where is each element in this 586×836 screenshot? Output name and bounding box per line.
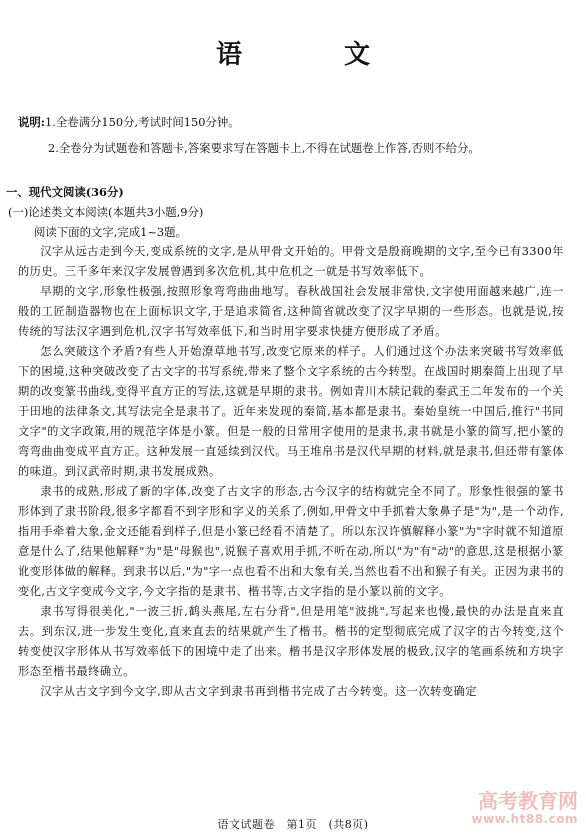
note-text-1: 1.全卷满分150分,考试时间150分钟。 <box>45 115 240 129</box>
page-footer: 语文试题卷 第1页 (共8页) <box>217 818 369 831</box>
note-line-2: 2.全卷分为试题卷和答题卡,答案要求写在答题卡上,不得在试题卷上作答,否则不给分。 <box>48 141 480 155</box>
passage-paragraph: 汉字从远古走到今天,变成系统的文字,是从甲骨文开始的。甲骨文是殷商晚期的文字,至今已有3300年的历史。三千多年来汉字发展曾遇到多次危机,其中危机之一就是书写效率低下。 <box>18 245 564 278</box>
passage-paragraph: 汉字从古文字到今文字,即从古文字到隶书再到楷书完成了古今转变。这一次转变确定 <box>40 685 477 698</box>
reading-passage <box>18 242 564 702</box>
instructions-block <box>18 112 566 158</box>
reading-instruction: 阅读下面的文字,完成1~3题。 <box>34 225 187 239</box>
section-header <box>6 182 566 242</box>
subsection-title: (一)论述类文本阅读(本题共3小题,9分) <box>8 205 204 219</box>
passage-paragraph: 隶书写得很美化,"一波三折,鹤头燕尾,左右分背",但是用笔"波挑",写起来也慢,最快的办法是直来直去。到东汉,进一步发生变化,直来直去的结果就产生了楷书。楷书的定型彻底完成了汉字的古今转变,这个转变使汉字形体从书写效率低下的困境中走了出来。楷书是汉字形体发展的极致,汉字的笔画系统和方块字形态至楷书最终确立。 <box>18 605 564 678</box>
passage-paragraph: 隶书的成熟,形成了新的字体,改变了古文字的形态,古今汉字的结构就完全不同了。形象性很强的篆书形体到了隶书阶段,很多字都看不到字形和字义的关系了,例如,甲骨文中手抓着大象鼻子是"为",是一个动作,指用手牵着大象,金文还能看到样子,但是小篆已经看不清楚了。所以东汉许慎解释小篆"为"字时就不知道原意是什么了,结果他解释"为"是"母猴也",说猴子喜欢用手抓,不听在动,所以"为"有"动"的意思,这是根据小篆讹变形体做的解释。到隶书以后,"为"字一点也看不出和大象有关,当然也看不出和猴子有关。正因为隶书的变化,古文字变成今文字,今文字指的是隶书、楷书等,古文字指的是小篆以前的文字。 <box>18 485 564 598</box>
passage-paragraph: 怎么突破这个矛盾?有些人开始潦草地书写,改变它原来的样子。人们通过这个办法来突破书写效率低下的困境,这种突破改变了古文字的书写系统,带来了整个文字系统的古今转型。在战国时期秦简上出现了早期的改变篆书曲线,变得平直方正的写法,这就是早期的隶书。例如青川木牍记载的秦武王二年发布的一个关于田地的法律条文,其写法完全是隶书了。近年来发现的秦简,基本都是隶书。秦始皇统一中国后,推行"书同文字"的文字政策,用的规范字体是小篆。但是一般的日常用字使用的是隶书,隶书就是小篆的简写,把小篆的弯弯曲曲变成平直方正。这种发展一直延续到汉代。马王堆帛书是汉代早期的材料,就是隶书,但还带有篆体的味道。到汉武帝时期,隶书发展成熟。 <box>18 345 564 478</box>
section-title: 一、现代文阅读(36分) <box>6 185 124 199</box>
note-label: 说明: <box>18 115 45 129</box>
watermark-url: www.ht88.com <box>471 812 578 826</box>
watermark-brand: 高考教育网 <box>478 789 578 813</box>
page-title: 语 文 <box>215 40 408 70</box>
passage-paragraph: 早期的文字,形象性极强,按照形象弯弯曲曲地写。春秋战国社会发展非常快,文字使用面越来越广,连一般的工匠制造器物也在上面标识文字,于是追求简省,这种简省就改变了汉字早期的一些形态。也就是说,按传统的写法汉字遇到危机,汉字书写效率低下,和当时用字要求快捷方便形成了矛盾。 <box>18 285 564 338</box>
note-line-1 <box>18 112 566 132</box>
